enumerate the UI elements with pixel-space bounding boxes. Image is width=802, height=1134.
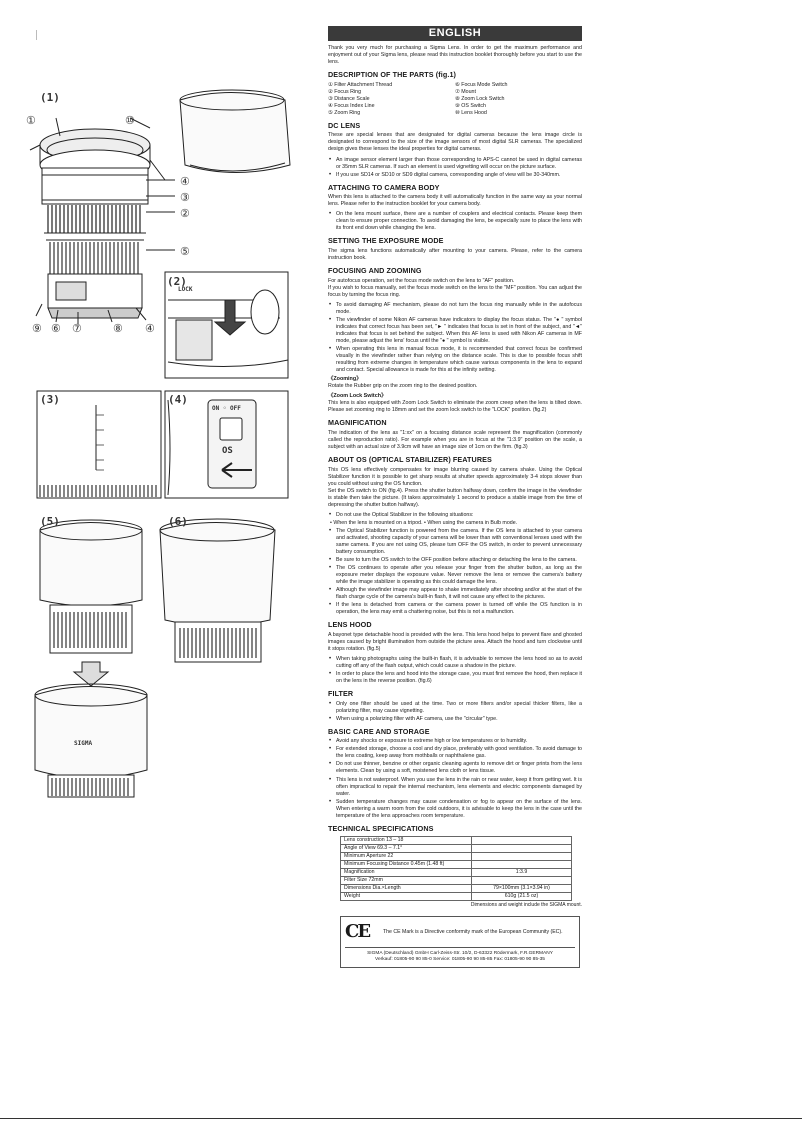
fig2-label: (2) <box>167 275 187 288</box>
specs-note: Dimensions and weight include the SIGMA mount. <box>470 901 582 908</box>
callout-4-top: ④ <box>180 175 190 188</box>
zooming-subheading: 《Zooming》 <box>328 375 362 382</box>
part-item: ⑩ Lens Hood <box>455 109 487 116</box>
focusing-bullets <box>328 302 582 374</box>
part-item: ⑧ Zoom Lock Switch <box>455 95 505 102</box>
callout-3: ③ <box>180 191 190 204</box>
dc-lens-heading: DC LENS <box>328 120 361 130</box>
list-item: • Sudden temperature changes may cause condensation or fog to appear on the surface of the lens. When entering a warm room from the cold outdoors, it is advisable to keep the lens in the case until the temperature of the lens approaches room temperature. <box>328 799 582 820</box>
os-bullets <box>328 512 582 616</box>
list-item: • An image sensor element larger than those corresponding to APS-C cannot be used in digital cameras or 35mm SLR cameras. If such an element is used vignetting will occur on the picture surface. <box>328 157 582 171</box>
zoom-lock-subheading: 《Zoom Lock Switch》 <box>328 393 387 400</box>
callout-2: ② <box>180 207 190 220</box>
focusing-heading: FOCUSING AND ZOOMING <box>328 265 422 275</box>
dc-lens-text: These are special lenses that are designated for digital cameras because the lens image circle is designated to correspond to the size of the image sensors of most digital SLR cameras. The specialized design gives these lenses the ideal properties for digital cameras. <box>328 132 582 153</box>
list-item: • On the lens mount surface, there are a number of couplers and electrical contacts. Please keep them clean to ensure proper connection. To avoid damaging the lens, be especially sure to place the lens with its front end down while changing the lens. <box>328 211 582 232</box>
callout-4-bottom: ④ <box>145 322 155 335</box>
fig5-label: (5) <box>40 515 60 528</box>
focusing-text-2: If you wish to focus manually, set the focus mode switch on the lens to the "MF" position. You can adjust the focus by turning the focus ring. <box>328 284 582 298</box>
focusing-text-1: For autofocus operation, set the focus mode switch on the lens to "AF" position. <box>328 277 515 284</box>
list-item: • The OS continues to operate after you release your finger from the shutter button, as long as the exposure meter displays the exposure value. Never remove the lens or remove the camera's battery while the image stabilizer is operating as this could damage the lens. <box>328 565 582 586</box>
exposure-heading: SETTING THE EXPOSURE MODE <box>328 236 444 246</box>
list-item: • Avoid any shocks or exposure to extreme high or low temperatures or to humidity. <box>328 738 582 745</box>
intro-paragraph: Thank you very much for purchasing a Sigma Lens. In order to get the maximum performance and enjoyment out of your Sigma lens, please read this instruction booklet thoroughly before you start to use the lens. <box>328 45 582 66</box>
table-row: Lens construction 13 – 18 <box>341 837 572 845</box>
fig4-label: (4) <box>168 393 188 406</box>
list-item: • Although the viewfinder image may appear to shake immediately after shooting and/or at the start of the flash charge cycle of the camera's built-in flash, it will not cause any effect to the pictures. <box>328 587 582 601</box>
table-row: Minimum Aperture 22 <box>341 853 572 861</box>
part-item: ③ Distance Scale <box>328 95 370 102</box>
filter-heading: FILTER <box>328 689 354 699</box>
list-item: • If the lens is detached from camera or the camera power is turned off while the OS function is in operation, the lens may emit a chattering noise, but this is not a malfunction. <box>328 602 582 616</box>
part-item: ⑨ OS Switch <box>455 102 486 109</box>
fig3-label: (3) <box>40 393 60 406</box>
fig3-distance-scale-drawing <box>37 391 161 498</box>
page-bottom-rule <box>0 1118 802 1119</box>
os-text-2: Set the OS switch to ON (fig.4). Press the shutter button halfway down, confirm the image in the viewfinder is stable then take the picture. (It takes approximately 1 second to produce a stable image from the time of depressing the shutter button halfway). <box>328 487 582 508</box>
fig1-label: (1) <box>40 91 60 104</box>
language-banner: ENGLISH <box>328 26 582 41</box>
ce-address-1: SIGMA (Deutschland) GmbH Carl-Zeiss-Str. 10/2, D-63322 Rödermark, F.R.GERMANY <box>367 951 553 957</box>
exposure-text: The sigma lens functions automatically after mounting to your camera. Please, refer to the camera instruction book. <box>328 247 582 261</box>
list-item: • The viewfinder of some Nikon AF cameras have indicators to display the focus status. The "● " symbol indicates that correct focus has been set, "► " indicates that focus is set in front of the subject, and "◄" indicates that focus is set behind the subject. When this AF lens is used with Nikon AF cameras in MF mode, please adjust the lens' focus until the "● " symbol is visible. <box>328 317 582 345</box>
part-item: ② Focus Ring <box>328 88 362 95</box>
list-item: • In order to place the lens and hood into the storage case, you must first remove the hood, then replace it on the lens in the reverse position. (fig.6) <box>328 671 582 685</box>
attaching-text: When this lens is attached to the camera body it will automatically function in the same way as your normal lens. Please refer to the instruction booklet for your camera body. <box>328 194 582 208</box>
os-text-1: This OS lens effectively compensates for image blurring caused by camera shake. Using the Optical Stabilizer function it is possible to get sharp results at shutter speeds approximately 3-4 stops slower than you could without using the OS function. <box>328 466 582 487</box>
list-item: • Do not use the Optical Stabilizer in the following situations: <box>328 512 582 519</box>
ce-notice-box <box>340 916 580 968</box>
fig6-label: (6) <box>168 515 188 528</box>
fig1-lens-drawing <box>30 118 175 324</box>
list-item: • Only one filter should be used at the time. Two or more filters and/or special thicker filters, like a polarizing filter, may cause vignetting. <box>328 701 582 715</box>
callout-7: ⑦ <box>72 322 82 335</box>
ce-text: The CE Mark is a Directive conformity mark of the European Community (EC). <box>383 928 563 935</box>
fig1-hood-drawing <box>130 90 290 173</box>
part-item: ④ Focus Index Line <box>328 102 375 109</box>
zooming-text: Rotate the Rubber grip on the zoom ring to the desired position. <box>328 383 478 390</box>
attaching-heading: ATTACHING TO CAMERA BODY <box>328 182 440 192</box>
hood-text: A bayonet type detachable hood is provided with the lens. This lens hood helps to prevent flare and ghosted images caused by bright illumination from outside the picture area. Attach the hood and turn clockwise until it stops rotation. (fig.5) <box>328 631 582 652</box>
ce-divider <box>345 947 575 948</box>
callout-9: ⑨ <box>32 322 42 335</box>
hood-heading: LENS HOOD <box>328 620 372 630</box>
part-item: ⑤ Zoom Ring <box>328 109 361 116</box>
attaching-bullets <box>328 211 582 232</box>
os-label: OS <box>222 446 233 456</box>
parts-list-left <box>328 82 455 117</box>
hood-sigma-label: SIGMA <box>74 740 93 747</box>
parts-list-right <box>455 82 582 117</box>
hood-bullets <box>328 656 582 685</box>
list-item: • Do not use thinner, benzine or other organic cleaning agents to remove dirt or finger prints from the lens elements. Clean by using a soft, moistened lens cloth or lens tissue. <box>328 761 582 775</box>
lens-illustrations <box>0 0 330 1134</box>
care-bullets <box>328 738 582 819</box>
filter-bullets <box>328 701 582 723</box>
list-item: • To avoid damaging AF mechanism, please do not turn the focus ring manually while in the autofocus mode. <box>328 302 582 316</box>
list-item: • Be sure to turn the OS switch to the OFF position before attaching or detaching the lens to the camera. <box>328 557 582 564</box>
parts-heading: DESCRIPTION OF THE PARTS (fig.1) <box>328 70 457 80</box>
specs-table <box>340 836 572 900</box>
dc-lens-bullets <box>328 157 582 179</box>
lock-label: LOCK <box>178 286 193 293</box>
list-item: • For extended storage, choose a cool and dry place, preferably with good ventilation. To avoid damage to the lens coating, keep away from mothballs or naphthalene gas. <box>328 746 582 760</box>
parts-list <box>328 82 582 117</box>
list-item: • If you use SD14 or SD10 or SD9 digital camera, corresponding angle of view will be 30-340mm. <box>328 172 582 179</box>
magnification-text: The indication of the lens as "1:xx" on a focusing distance scale represent the magnification (commonly called the reproduction ratio). For example when you are in focus at the "1:3.9" position on the scale, a subject with an actual size of 3.9cm will have an image size of 1cm on the firm. (fig.3) <box>328 430 582 451</box>
instruction-text-column <box>328 26 582 968</box>
table-row: Angle of View 69.3 – 7.1° <box>341 845 572 853</box>
fig5-hood-attach-drawing <box>35 520 147 797</box>
list-item: • The Optical Stabilizer function is powered from the camera. If the OS lens is attached to your camera and activated, shooting capacity of your camera will be lower than with conventional lenses used with the same camera. If you are not using OS, please turn OFF the OS switch, in order to prevent unnecessary battery consumption. <box>328 528 582 556</box>
on-off-label: ON ◦ OFF <box>212 405 241 412</box>
fig6-hood-reverse-drawing <box>160 519 275 662</box>
list-item: • When using a polarizing filter with AF camera, use the "circular" type. <box>328 716 582 723</box>
table-row: Weight 610g (21.5 oz) <box>341 892 572 900</box>
specs-heading: TECHNICAL SPECIFICATIONS <box>328 823 434 833</box>
part-item: ① Filter Attachment Thread <box>328 81 393 88</box>
illustrations-column <box>0 0 330 1134</box>
ce-row <box>345 920 575 944</box>
care-heading: BASIC CARE AND STORAGE <box>328 726 430 736</box>
list-item: • When taking photographs using the built-in flash, it is advisable to remove the lens hood so as to avoid cutting off any of the flash output, which could cause a shadow in the picture. <box>328 656 582 670</box>
callout-8: ⑧ <box>113 322 123 335</box>
callout-10: ⑩ <box>125 114 135 127</box>
zoom-lock-text: This lens is also equipped with Zoom Lock Switch to eliminate the zoom creep when the lens is tilted down. Please set zooming ring to 18mm and set the zoom lock switch to the "LOCK" position. (fig.2) <box>328 400 582 414</box>
os-situations: • When the lens is mounted on a tripod. • When using the camera in Bulb mode. <box>330 519 518 526</box>
part-item: ⑥ Focus Mode Switch <box>455 81 508 88</box>
os-heading: ABOUT OS (OPTICAL STABILIZER) FEATURES <box>328 455 492 465</box>
table-row: Minimum Focusing Distance 0.45m (1.48 ft) <box>341 860 572 868</box>
part-item: ⑦ Mount <box>455 88 476 95</box>
list-item: • When operating this lens in manual focus mode, it is recommended that correct focus be confirmed visually in the viewfinder rather than relying on the distance scale. This is due to possible focus shift resulting from extreme changes in temperature which cause various components in the lens to expand and contact. Special allowance is made for this at the infinity setting. <box>328 346 582 374</box>
callout-6: ⑥ <box>51 322 61 335</box>
callout-5: ⑤ <box>180 245 190 258</box>
ce-address-2: Verkauf: 01805-90 90 85-0 Service: 01805-90 90 85-85 Fax: 01805-90 90 85-35 <box>375 957 545 963</box>
table-row: Magnification 1:3.9 <box>341 868 572 876</box>
table-row: Dimensions Dia.×Length 79×100mm (3.1×3.94 in) <box>341 884 572 892</box>
magnification-heading: MAGNIFICATION <box>328 418 387 428</box>
list-item: • This lens is not waterproof. When you use the lens in the rain or near water, keep it from getting wet. It is often impractical to repair the internal mechanism, lens elements and electric components damaged by water. <box>328 777 582 798</box>
ce-mark-logo: CE <box>345 921 370 943</box>
table-row: Filter Size 72mm <box>341 876 572 884</box>
callout-1: ① <box>26 114 36 127</box>
